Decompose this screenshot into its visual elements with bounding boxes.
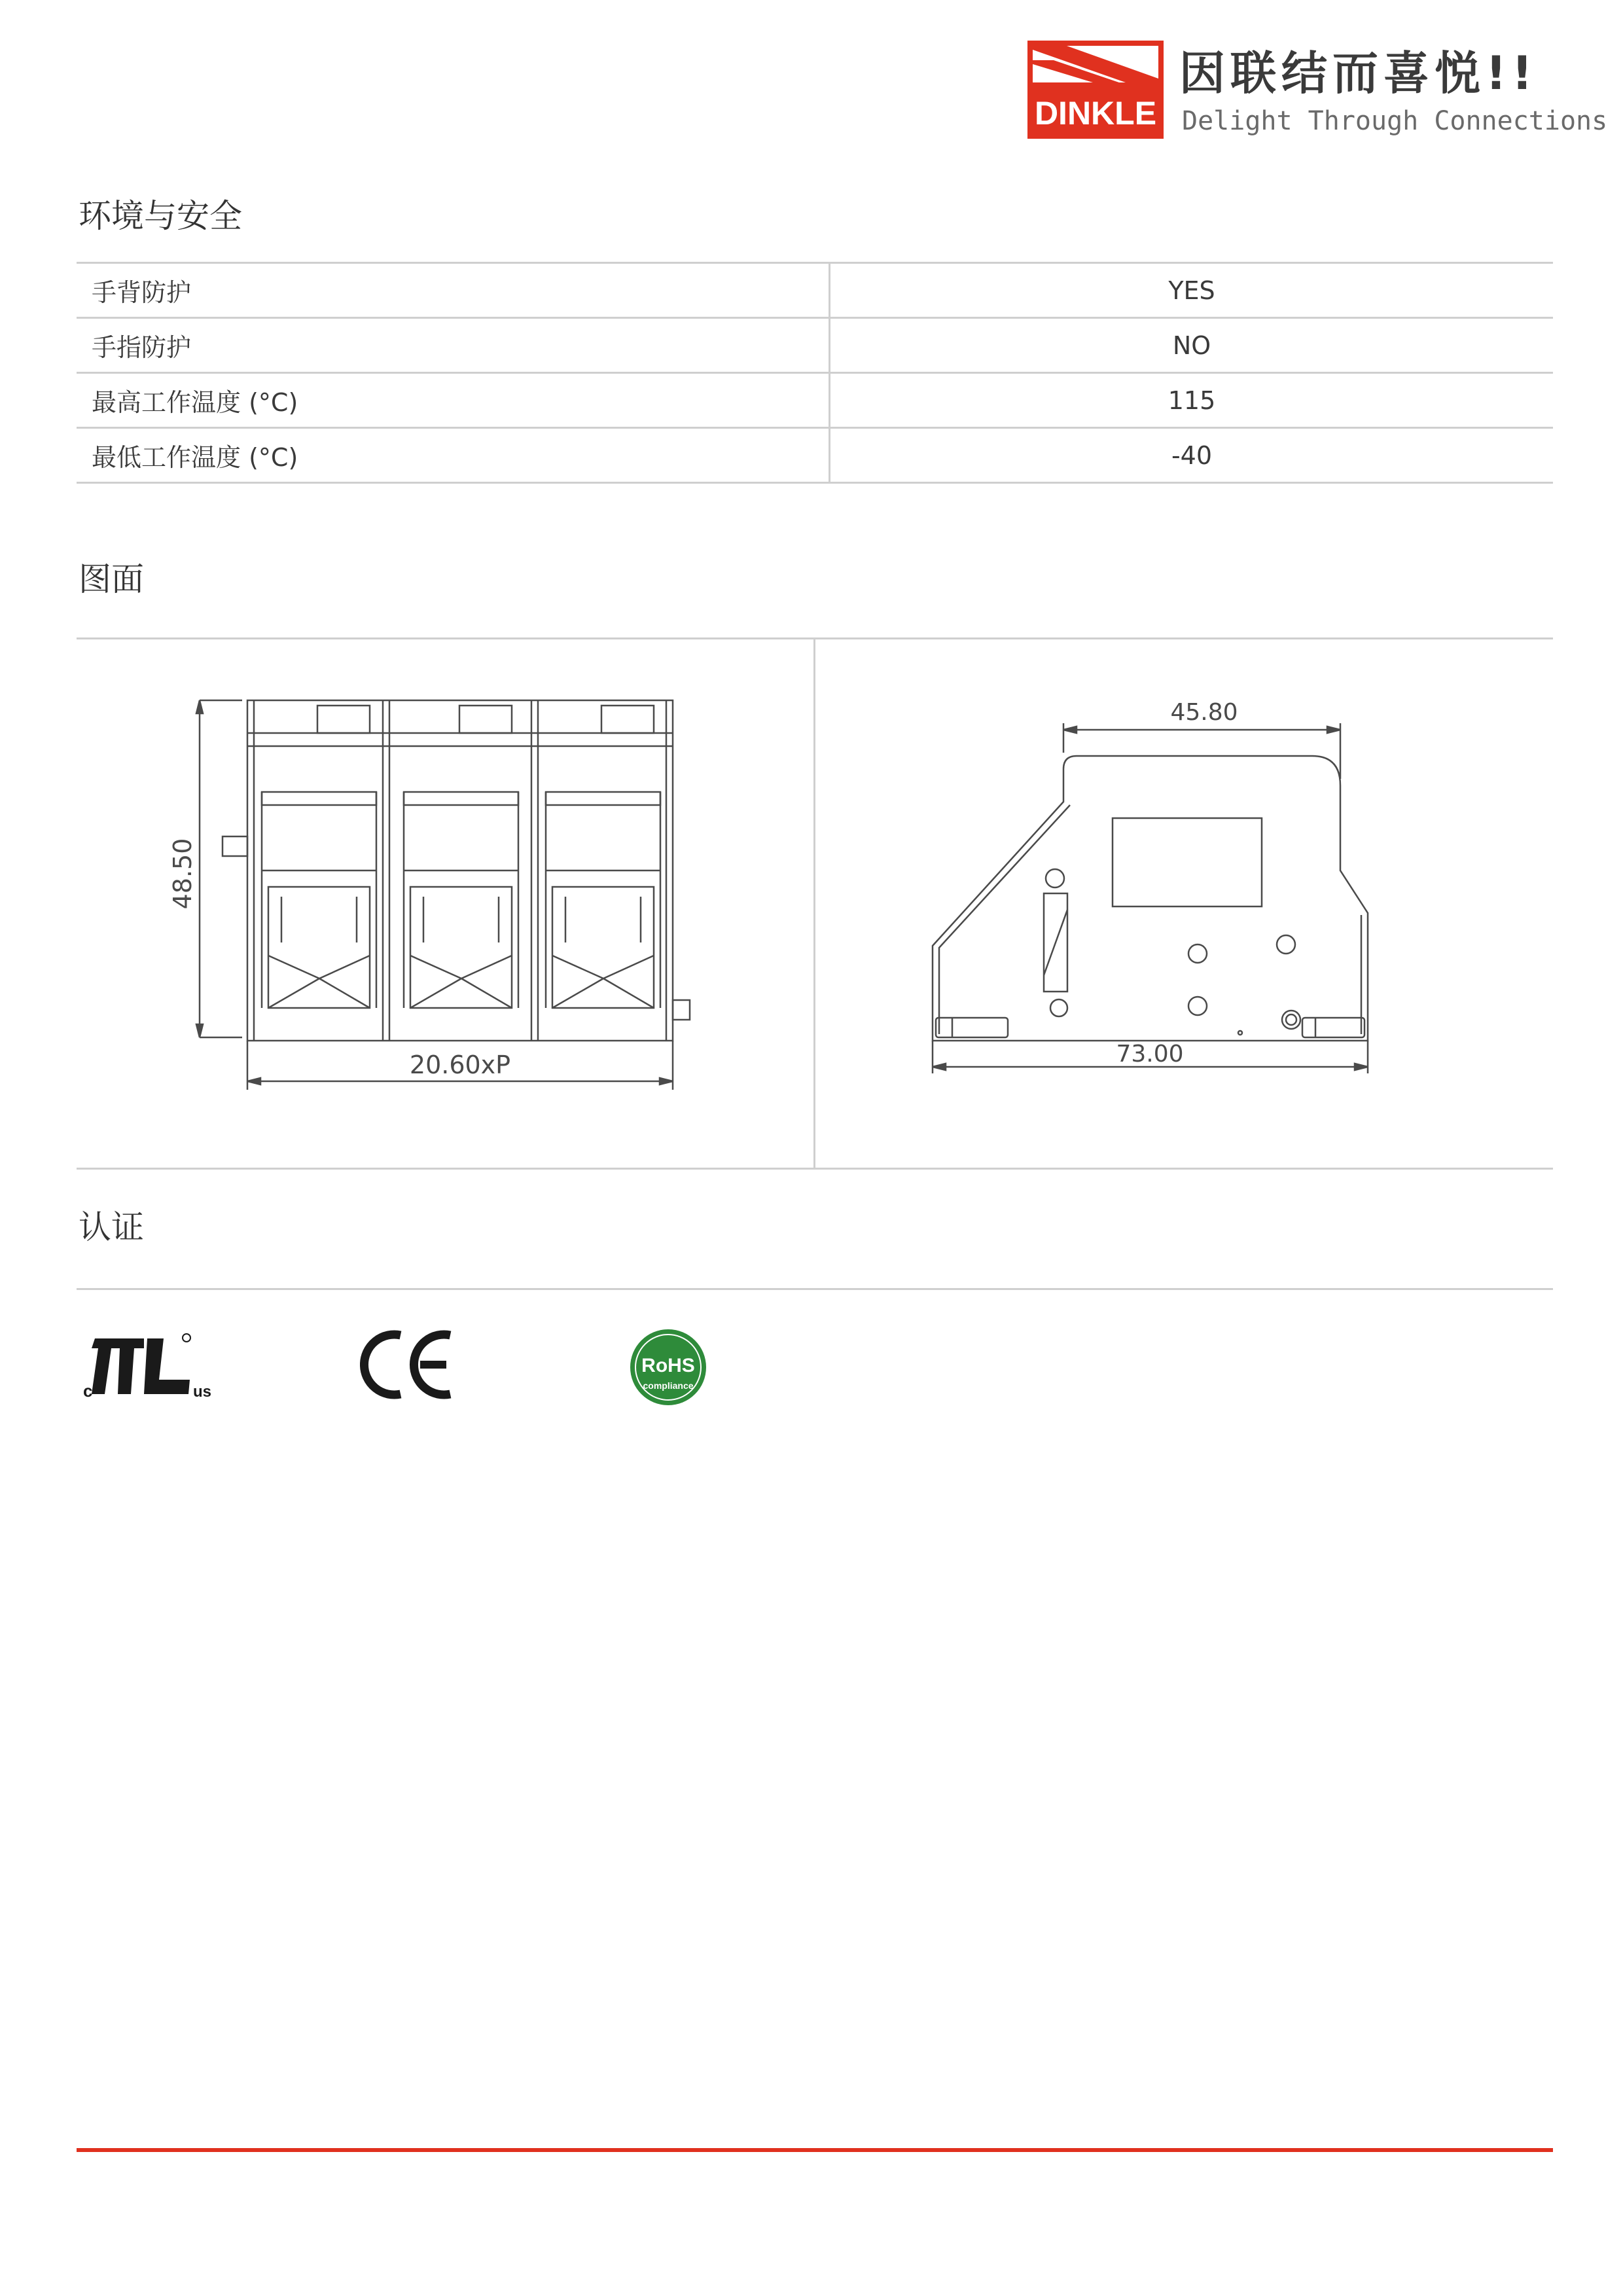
footer-rule <box>77 2148 1553 2152</box>
side-view-drawing <box>916 687 1387 1093</box>
environment-table <box>77 262 1553 484</box>
logo-slogan-cn: 因联结而喜悦!! <box>1179 46 1538 100</box>
rohs-text: RoHS <box>641 1355 695 1376</box>
table-row <box>77 373 1553 428</box>
row-value: NO <box>830 318 1554 373</box>
section-title-drawings: 图面 <box>79 560 144 598</box>
row-label: 最高工作温度 (°C) <box>77 373 830 428</box>
front-view-drawing <box>157 681 720 1106</box>
front-height-dimension: 48.50 <box>168 838 197 910</box>
rohs-badge-icon <box>628 1327 708 1407</box>
row-label: 最低工作温度 (°C) <box>77 428 830 483</box>
drawings-bottom-rule <box>77 1168 1553 1170</box>
table-row <box>77 428 1553 483</box>
logo-slogan-en: Delight Through Connections <box>1182 106 1608 136</box>
side-top-dimension: 45.80 <box>1170 699 1238 726</box>
brand-logo <box>1027 41 1608 139</box>
ul-us-mark: us <box>193 1383 212 1401</box>
ce-mark-icon <box>360 1325 458 1404</box>
row-label: 手指防护 <box>77 318 830 373</box>
dinkle-logo-icon <box>1027 41 1164 139</box>
certifications-rule <box>77 1288 1553 1290</box>
table-row <box>77 263 1553 318</box>
front-pitch-dimension: 20.60xP <box>409 1050 511 1079</box>
section-title-certifications: 认证 <box>79 1208 144 1246</box>
rohs-subtext: compliance <box>643 1380 694 1391</box>
ul-c-mark: c <box>83 1381 93 1401</box>
ul-recognized-icon <box>82 1329 226 1407</box>
side-bottom-dimension: 73.00 <box>1116 1041 1184 1067</box>
row-value: 115 <box>830 373 1554 428</box>
section-title-environment: 环境与安全 <box>79 197 242 235</box>
drawings-divider <box>813 637 815 1168</box>
row-value: -40 <box>830 428 1554 483</box>
row-value: YES <box>830 263 1554 318</box>
row-label: 手背防护 <box>77 263 830 318</box>
table-row <box>77 318 1553 373</box>
logo-brand-text: DINKLE <box>1034 95 1157 132</box>
